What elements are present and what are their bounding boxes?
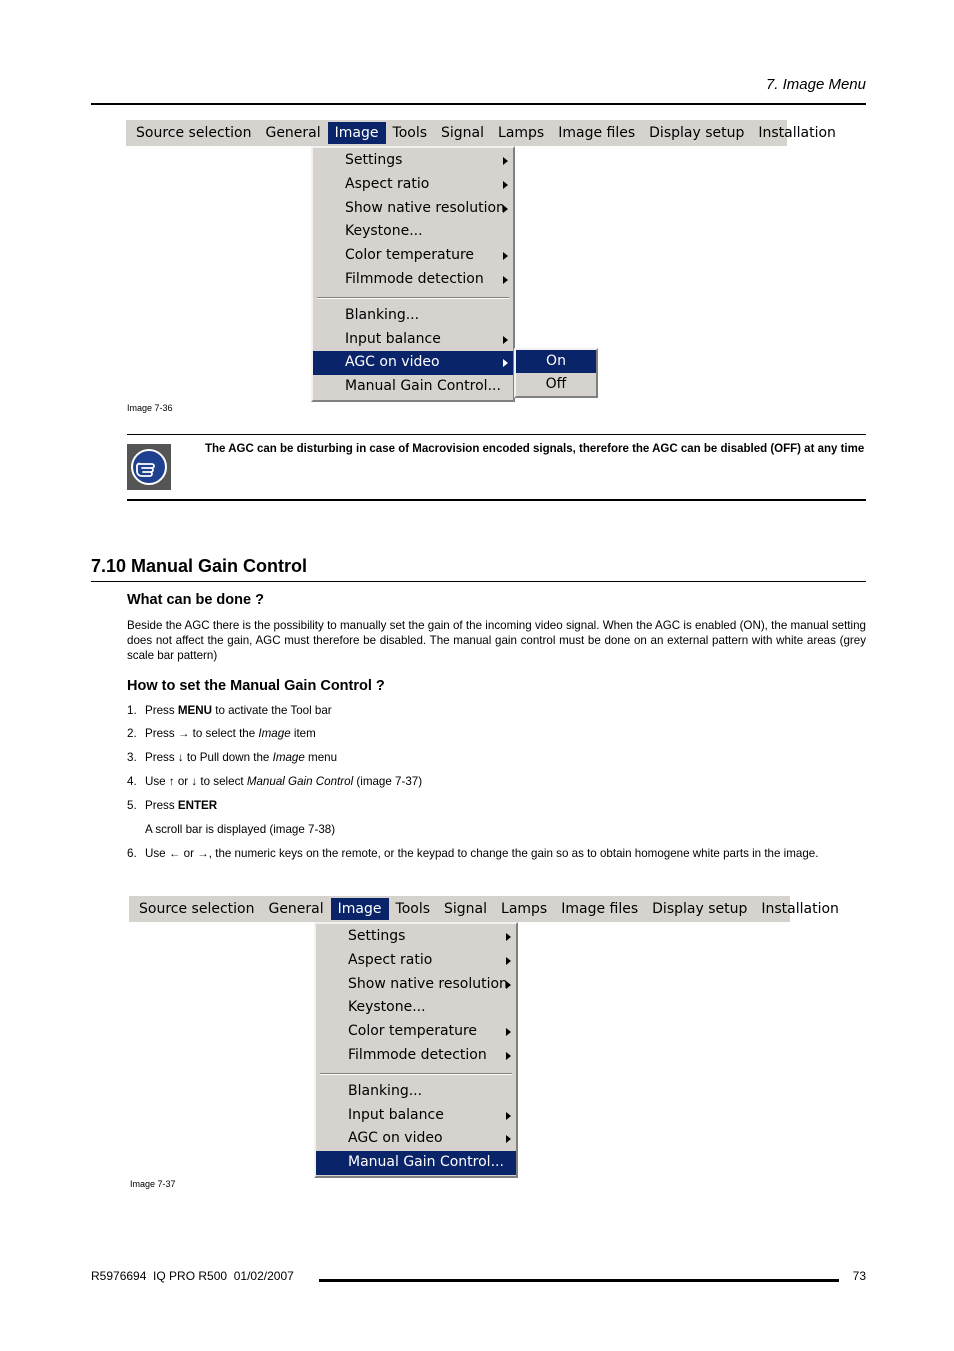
section-rule (91, 581, 866, 582)
submenu-arrow-icon (503, 181, 508, 189)
menubar-item-lamps[interactable]: Lamps (498, 125, 545, 141)
menu-item-keystone[interactable]: Keystone... (348, 999, 426, 1016)
submenu-arrow-icon (503, 336, 508, 344)
step-1: 1. Press MENU to activate the Tool bar (127, 704, 332, 717)
menu-item-input-balance[interactable]: Input balance (316, 1104, 516, 1128)
menu-item-filmmode-detection[interactable]: Filmmode detection (316, 1044, 516, 1068)
submenu-arrow-icon (503, 252, 508, 260)
subheading-what-can-be-done: What can be done ? (127, 592, 264, 608)
menubar-item-installation[interactable]: Installation (761, 901, 839, 917)
submenu-item-on[interactable]: On (516, 350, 596, 373)
subheading-how-to: How to set the Manual Gain Control ? (127, 678, 385, 694)
menubar-item-display-setup[interactable]: Display setup (652, 901, 748, 917)
menubar-item-image-files[interactable]: Image files (561, 901, 639, 917)
footer-rule (319, 1279, 839, 1282)
menu-item-color-temperature[interactable]: Color temperature (316, 1020, 516, 1044)
menu-item-agc-on-video[interactable]: AGC on video (313, 351, 513, 375)
menu-item-aspect-ratio[interactable]: Aspect ratio (316, 949, 516, 973)
running-header-section: 7. Image Menu (765, 76, 866, 93)
menu-item-manual-gain-control[interactable]: Manual Gain Control... (345, 378, 501, 395)
menubar-screenshot-2 (129, 896, 839, 922)
submenu-arrow-icon (506, 933, 511, 941)
menubar-item-signal[interactable]: Signal (441, 125, 485, 141)
menu-item-agc-on-video[interactable]: AGC on video (316, 1127, 516, 1151)
paragraph-description: Beside the AGC there is the possibility to manually set the gain of the incoming video signal. When the AGC is enabled (ON), the manual setting does not affect the gain, AGC must therefore be disabled. The manual gain control must be done on an external pattern with white areas (grey scale bar pattern) (127, 619, 866, 662)
step-4: 4. Use ↑ or ↓ to select Manual Gain Control (image 7-37) (127, 775, 423, 788)
menubar-screenshot-1 (126, 120, 836, 146)
menubar-item-image-files[interactable]: Image files (558, 125, 636, 141)
menubar-item-installation[interactable]: Installation (758, 125, 836, 141)
footer-page-number: 73 (852, 1269, 866, 1283)
menu-item-manual-gain-control[interactable]: Manual Gain Control... (316, 1151, 516, 1175)
submenu-arrow-icon (503, 276, 508, 284)
step-5-note: A scroll bar is displayed (image 7-38) (145, 823, 336, 836)
submenu-arrow-icon (506, 981, 511, 989)
menubar-item-source-selection[interactable]: Source selection (139, 901, 255, 917)
header-rule (91, 103, 866, 105)
agc-submenu (514, 348, 598, 398)
note-text: The AGC can be disturbing in case of Macrovision encoded signals, therefore the AGC can be disabled (OFF) at any time (205, 443, 865, 455)
menubar-item-image[interactable]: Image (328, 122, 386, 144)
submenu-arrow-icon (503, 205, 508, 213)
menubar-item-general[interactable]: General (265, 125, 321, 141)
submenu-item-off[interactable]: Off (545, 376, 567, 392)
menu-item-color-temperature[interactable]: Color temperature (313, 244, 513, 268)
step-2: 2. Press → to select the Image item (127, 727, 316, 740)
menu-separator (316, 1068, 516, 1080)
menu-item-keystone[interactable]: Keystone... (345, 223, 423, 240)
menubar-item-display-setup[interactable]: Display setup (649, 125, 745, 141)
note-bottom-rule (127, 499, 866, 501)
image-caption-2: Image 7-37 (130, 1179, 176, 1189)
section-title: 7.10 Manual Gain Control (91, 556, 308, 576)
menubar-item-signal[interactable]: Signal (444, 901, 488, 917)
menubar-item-tools[interactable]: Tools (392, 125, 428, 141)
menu-item-settings[interactable]: Settings (313, 149, 513, 173)
step-3: 3. Press ↓ to Pull down the Image menu (127, 751, 338, 764)
step-5: 5. Press ENTER (127, 799, 218, 812)
menubar-item-image[interactable]: Image (331, 898, 389, 920)
menu-item-aspect-ratio[interactable]: Aspect ratio (313, 173, 513, 197)
menubar-item-general[interactable]: General (268, 901, 324, 917)
submenu-arrow-icon (503, 157, 508, 165)
image-dropdown-2 (314, 922, 518, 1178)
submenu-arrow-icon (506, 1112, 511, 1120)
footer-document-id: R5976694 IQ PRO R500 01/02/2007 (91, 1269, 294, 1283)
submenu-arrow-icon (506, 1135, 511, 1143)
menu-item-blanking[interactable]: Blanking... (345, 306, 420, 323)
note-top-rule (127, 434, 866, 435)
menu-item-show-native-resolution[interactable]: Show native resolution (313, 197, 513, 221)
menubar-item-lamps[interactable]: Lamps (501, 901, 548, 917)
note-hand-icon (127, 444, 171, 490)
menubar-item-tools[interactable]: Tools (395, 901, 431, 917)
menu-item-input-balance[interactable]: Input balance (313, 328, 513, 352)
menu-item-filmmode-detection[interactable]: Filmmode detection (313, 268, 513, 292)
menu-separator (313, 292, 513, 304)
menu-item-settings[interactable]: Settings (316, 925, 516, 949)
menu-item-blanking[interactable]: Blanking... (348, 1082, 423, 1099)
image-caption-1: Image 7-36 (127, 403, 173, 413)
step-6: 6. Use ← or →, the numeric keys on the remote, or the keypad to change the gain so as to obtain homogene white parts in the image. (127, 847, 819, 860)
menubar-item-source-selection[interactable]: Source selection (136, 125, 252, 141)
menu-item-show-native-resolution[interactable]: Show native resolution (316, 973, 516, 997)
image-dropdown-1 (311, 146, 515, 402)
submenu-arrow-icon (506, 1052, 511, 1060)
submenu-arrow-icon (506, 957, 511, 965)
submenu-arrow-icon (503, 359, 508, 367)
submenu-arrow-icon (506, 1028, 511, 1036)
